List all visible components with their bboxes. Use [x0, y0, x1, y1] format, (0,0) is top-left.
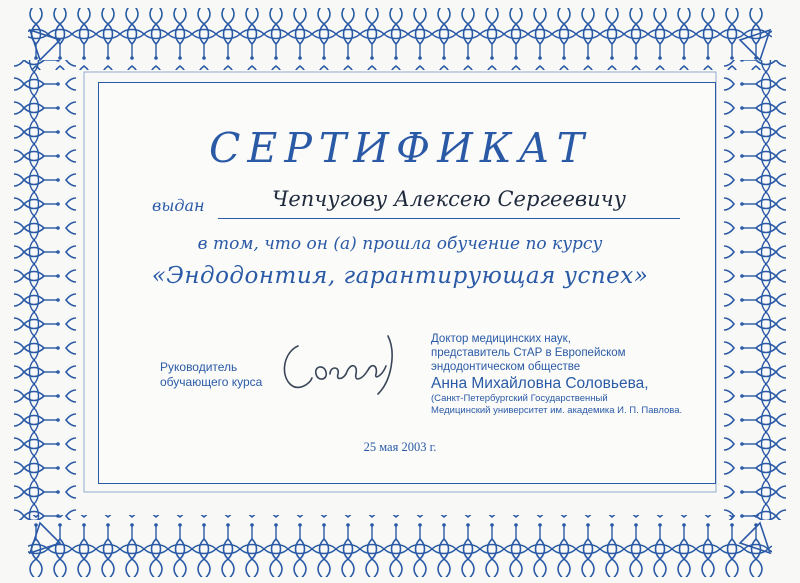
course-head-label-line1: Руководитель — [160, 360, 238, 374]
issue-date: 25 мая 2003 г. — [363, 440, 437, 454]
recipient-underline — [218, 218, 680, 219]
credentials-line5: Медицинский университет им. академика И. П. Павлова. — [431, 405, 683, 416]
course-name: «Эндодонтия, гарантирующая успех» — [151, 263, 649, 289]
issued-label: выдан — [152, 196, 205, 215]
credentials-line4: (Санкт-Петербургский Государственный — [431, 393, 608, 404]
credentials-line2: представитель СтАР в Европейском — [431, 347, 626, 359]
recipient-name: Чепчугову Алексею Сергеевичу — [272, 187, 626, 211]
certificate-title: СЕРТИФИКАТ — [209, 124, 591, 172]
handwritten-signature — [270, 322, 420, 402]
course-head-label-line2: обучающего курса — [160, 375, 263, 389]
credentials-line3: эндодонтическом обществе — [431, 361, 581, 373]
completion-text: в том, что он (а) прошла обучение по курсу — [197, 234, 603, 254]
signatory-name: Анна Михайловна Соловьева, — [431, 375, 649, 392]
course-head-label — [160, 360, 262, 390]
credentials-line1: Доктор медицинских наук, — [431, 333, 571, 345]
signatory-credentials — [431, 332, 682, 417]
